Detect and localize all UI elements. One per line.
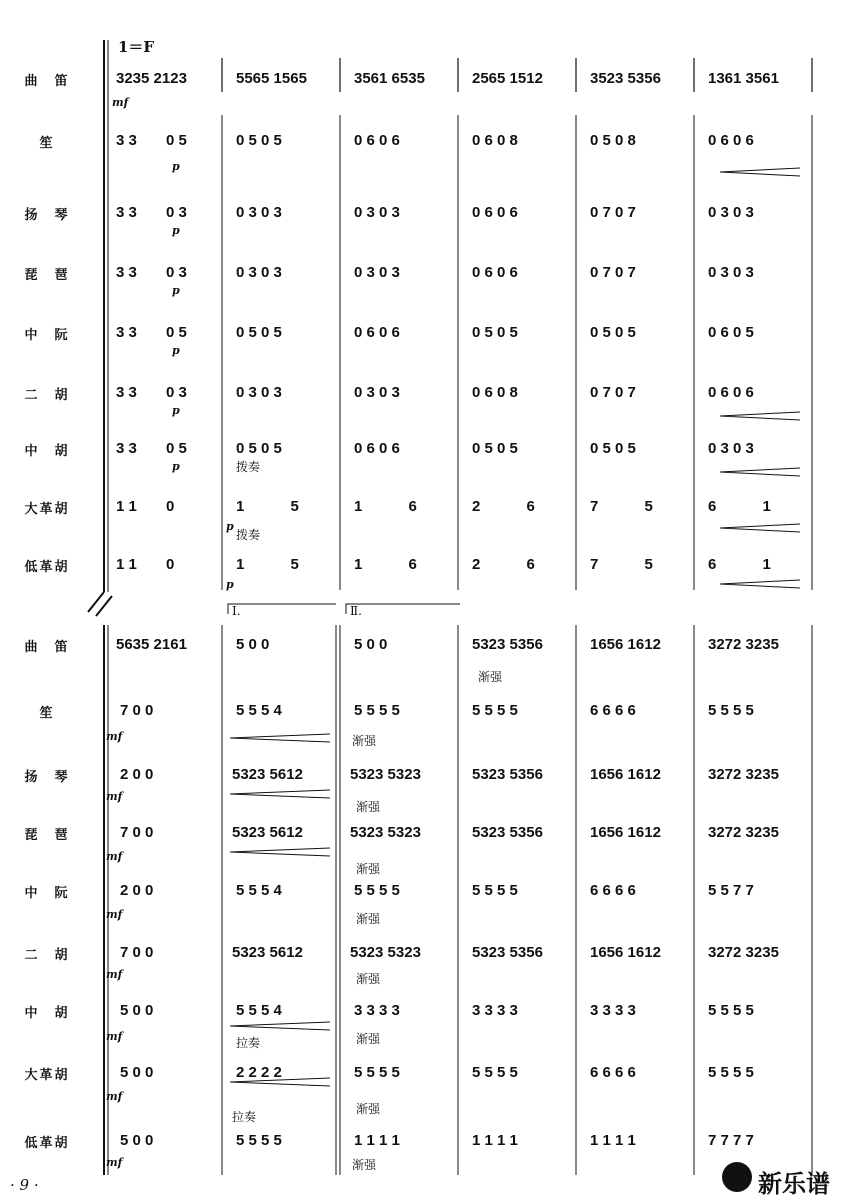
note-group: 5323 5356 [472, 824, 543, 841]
note-group: 0 3 [166, 204, 187, 221]
dynamic-p: p [172, 404, 180, 417]
note-group: 1656 1612 [590, 636, 661, 653]
note-group: 3 3 [116, 204, 137, 221]
dynamic-mf: mf [106, 850, 123, 863]
crescendo-text: 渐强 [356, 912, 381, 926]
note-group: 0 6 0 8 [472, 132, 518, 149]
watermark-logo [720, 1158, 840, 1196]
dynamic-mf: mf [106, 1156, 123, 1169]
note-group: 0 5 0 5 [472, 440, 518, 457]
note-group: 5323 5612 [232, 944, 303, 961]
note-group: 5 5 5 5 [708, 1002, 754, 1019]
instrument-yangqin: 扬 琴 [24, 208, 70, 223]
note-group: 3235 2123 [116, 70, 187, 87]
note-group: 0 6 0 6 [472, 204, 518, 221]
note-group: 5323 5612 [232, 824, 303, 841]
crescendo-text: 渐强 [356, 862, 381, 876]
dynamic-p: p [172, 160, 180, 173]
note-group: 0 3 0 3 [236, 264, 282, 281]
note-group: 0 6 0 6 [708, 384, 754, 401]
note-group: 5 5 5 5 [472, 1064, 518, 1081]
note-group: 0 3 0 3 [354, 264, 400, 281]
note-group: 1 6 [354, 498, 417, 515]
note-group: 0 5 0 5 [472, 324, 518, 341]
key-signature: 1＝F [118, 38, 155, 56]
note-group: 3272 3235 [708, 636, 779, 653]
note-group: 3561 6535 [354, 70, 425, 87]
note-group: 0 3 [166, 384, 187, 401]
note-group: 0 3 0 3 [708, 440, 754, 457]
note-group: 0 7 0 7 [590, 204, 636, 221]
note-group: 0 3 [166, 264, 187, 281]
note-group: 0 5 [166, 132, 187, 149]
instrument-digehu: 低革胡 [24, 560, 70, 575]
note-group: 5 5 5 5 [354, 702, 400, 719]
note-group: 0 6 0 6 [708, 132, 754, 149]
note-group: 5 0 0 [354, 636, 388, 653]
dynamic-p: p [172, 284, 180, 297]
instrument-zhonghu: 中 胡 [24, 444, 70, 459]
dynamic-p: p [226, 578, 234, 591]
note-group: 3523 5356 [590, 70, 661, 87]
note-group: 5 5 5 5 [354, 882, 400, 899]
note-group: 3 3 [116, 132, 137, 149]
note-group: 1 1 [116, 556, 137, 573]
note-group: 0 [166, 498, 175, 515]
note-group: 2 2 2 2 [236, 1064, 282, 1081]
instrument-erhu: 二 胡 [24, 948, 70, 963]
instrument-qudi: 曲 笛 [24, 640, 70, 655]
note-group: 5 0 0 [120, 1132, 154, 1149]
note-group: 5 0 0 [120, 1002, 154, 1019]
note-group: 0 5 [166, 440, 187, 457]
note-group: 5 0 0 [236, 636, 270, 653]
note-group: 0 6 0 6 [354, 132, 400, 149]
arco-marking: 拉奏 [236, 1036, 261, 1050]
note-group: 0 5 0 5 [590, 440, 636, 457]
note-group: 5323 5356 [472, 636, 543, 653]
note-group: 1 1 1 1 [590, 1132, 636, 1149]
note-group: 5323 5356 [472, 944, 543, 961]
note-group: 5323 5323 [350, 824, 421, 841]
note-group: 0 5 0 5 [590, 324, 636, 341]
instrument-zhongruan: 中 阮 [24, 886, 70, 901]
note-group: 5 5 5 4 [236, 702, 282, 719]
instrument-dagehu: 大革胡 [24, 1068, 70, 1083]
instrument-zhonghu: 中 胡 [24, 1006, 70, 1021]
note-group: 3 3 [116, 440, 137, 457]
note-group: 5565 1565 [236, 70, 307, 87]
instrument-pipa: 琵 琶 [24, 828, 70, 843]
note-group: 1656 1612 [590, 944, 661, 961]
note-group: 1656 1612 [590, 766, 661, 783]
note-group: 0 7 0 7 [590, 264, 636, 281]
note-group: 1 1 [116, 498, 137, 515]
note-group: 3 3 3 3 [590, 1002, 636, 1019]
note-group: 3 3 [116, 264, 137, 281]
note-group: 0 3 0 3 [354, 204, 400, 221]
note-group: 1 5 [236, 498, 299, 515]
note-group: 3 3 [116, 324, 137, 341]
note-group: 3 3 3 3 [354, 1002, 400, 1019]
note-group: 3 3 [116, 384, 137, 401]
dynamic-p: p [226, 520, 234, 533]
dynamic-p: p [172, 344, 180, 357]
note-group: 0 3 0 3 [354, 384, 400, 401]
crescendo-text: 渐强 [356, 1102, 381, 1116]
note-group: 5 5 5 5 [236, 1132, 282, 1149]
dynamic-mf: mf [106, 730, 123, 743]
note-group: 0 7 0 7 [590, 384, 636, 401]
note-group: 5 5 5 4 [236, 882, 282, 899]
note-group: 5635 2161 [116, 636, 187, 653]
page-number: · 9 · [10, 1176, 39, 1194]
note-group: 3272 3235 [708, 824, 779, 841]
pizzicato-marking: 拨奏 [236, 528, 261, 542]
record-icon [722, 1162, 752, 1192]
note-group: 5 5 5 5 [472, 882, 518, 899]
note-group: 2 6 [472, 498, 535, 515]
instrument-sheng: 笙 [39, 136, 55, 151]
dynamic-mf: mf [106, 908, 123, 921]
arco-marking: 拉奏 [232, 1110, 257, 1124]
dynamic-p: p [172, 224, 180, 237]
note-group: 7 5 [590, 556, 653, 573]
note-group: 5 0 0 [120, 1064, 154, 1081]
instrument-erhu: 二 胡 [24, 388, 70, 403]
note-group: 0 5 0 5 [236, 324, 282, 341]
dynamic-mf: mf [106, 1090, 123, 1103]
note-group: 6 6 6 6 [590, 702, 636, 719]
note-group: 1 6 [354, 556, 417, 573]
instrument-qudi: 曲 笛 [24, 74, 70, 89]
note-group: 0 6 0 5 [708, 324, 754, 341]
note-group: 5 5 5 5 [708, 702, 754, 719]
note-group: 0 5 [166, 324, 187, 341]
note-group: 1 1 1 1 [354, 1132, 400, 1149]
note-group: 5 5 7 7 [708, 882, 754, 899]
note-group: 5 5 5 5 [472, 702, 518, 719]
note-group: 0 6 0 8 [472, 384, 518, 401]
note-group: 2 0 0 [120, 882, 154, 899]
note-group: 0 3 0 3 [236, 384, 282, 401]
note-group: 0 [166, 556, 175, 573]
instrument-pipa: 琵 琶 [24, 268, 70, 283]
instrument-sheng: 笙 [39, 706, 55, 721]
crescendo-text: 渐强 [356, 1032, 381, 1046]
note-group: 7 0 0 [120, 702, 154, 719]
note-group: 1361 3561 [708, 70, 779, 87]
note-group: 2 6 [472, 556, 535, 573]
volta-1-label: Ⅰ. [232, 604, 241, 618]
instrument-yangqin: 扬 琴 [24, 770, 70, 785]
crescendo-text: 渐强 [352, 1158, 377, 1172]
note-group: 0 5 0 5 [236, 132, 282, 149]
pizzicato-marking: 拨奏 [236, 460, 261, 474]
note-group: 5323 5323 [350, 766, 421, 783]
note-group: 1 1 1 1 [472, 1132, 518, 1149]
note-group: 6 6 6 6 [590, 1064, 636, 1081]
dynamic-p: p [172, 460, 180, 473]
note-group: 5323 5612 [232, 766, 303, 783]
dynamic-mf: mf [106, 968, 123, 981]
crescendo-text: 渐强 [356, 972, 381, 986]
note-group: 5 5 5 4 [236, 1002, 282, 1019]
crescendo-text: 渐强 [478, 670, 503, 684]
note-group: 0 3 0 3 [708, 204, 754, 221]
note-group: 5323 5323 [350, 944, 421, 961]
note-group: 5 5 5 5 [354, 1064, 400, 1081]
note-group: 2565 1512 [472, 70, 543, 87]
crescendo-text: 渐强 [356, 800, 381, 814]
note-group: 1 5 [236, 556, 299, 573]
dynamic-mf: mf [112, 96, 129, 109]
instrument-dagehu: 大革胡 [24, 502, 70, 517]
instrument-digehu: 低革胡 [24, 1136, 70, 1151]
note-group: 7 7 7 7 [708, 1132, 754, 1149]
note-group: 0 5 0 5 [236, 440, 282, 457]
note-group: 6 1 [708, 498, 771, 515]
note-group: 7 5 [590, 498, 653, 515]
note-group: 2 0 0 [120, 766, 154, 783]
note-group: 7 0 0 [120, 944, 154, 961]
note-group: 3 3 3 3 [472, 1002, 518, 1019]
volta-2-label: Ⅱ. [350, 604, 362, 618]
note-group: 0 3 0 3 [236, 204, 282, 221]
note-group: 0 6 0 6 [472, 264, 518, 281]
note-group: 0 3 0 3 [708, 264, 754, 281]
note-group: 5 5 5 5 [708, 1064, 754, 1081]
note-group: 1656 1612 [590, 824, 661, 841]
dynamic-mf: mf [106, 790, 123, 803]
note-group: 3272 3235 [708, 766, 779, 783]
crescendo-text: 渐强 [352, 734, 377, 748]
watermark-text: 新乐谱 [758, 1170, 830, 1198]
note-group: 6 6 6 6 [590, 882, 636, 899]
dynamic-mf: mf [106, 1030, 123, 1043]
note-group: 0 6 0 6 [354, 324, 400, 341]
note-group: 6 1 [708, 556, 771, 573]
instrument-zhongruan: 中 阮 [24, 328, 70, 343]
note-group: 0 5 0 8 [590, 132, 636, 149]
note-group: 5323 5356 [472, 766, 543, 783]
note-group: 7 0 0 [120, 824, 154, 841]
note-group: 0 6 0 6 [354, 440, 400, 457]
note-group: 3272 3235 [708, 944, 779, 961]
